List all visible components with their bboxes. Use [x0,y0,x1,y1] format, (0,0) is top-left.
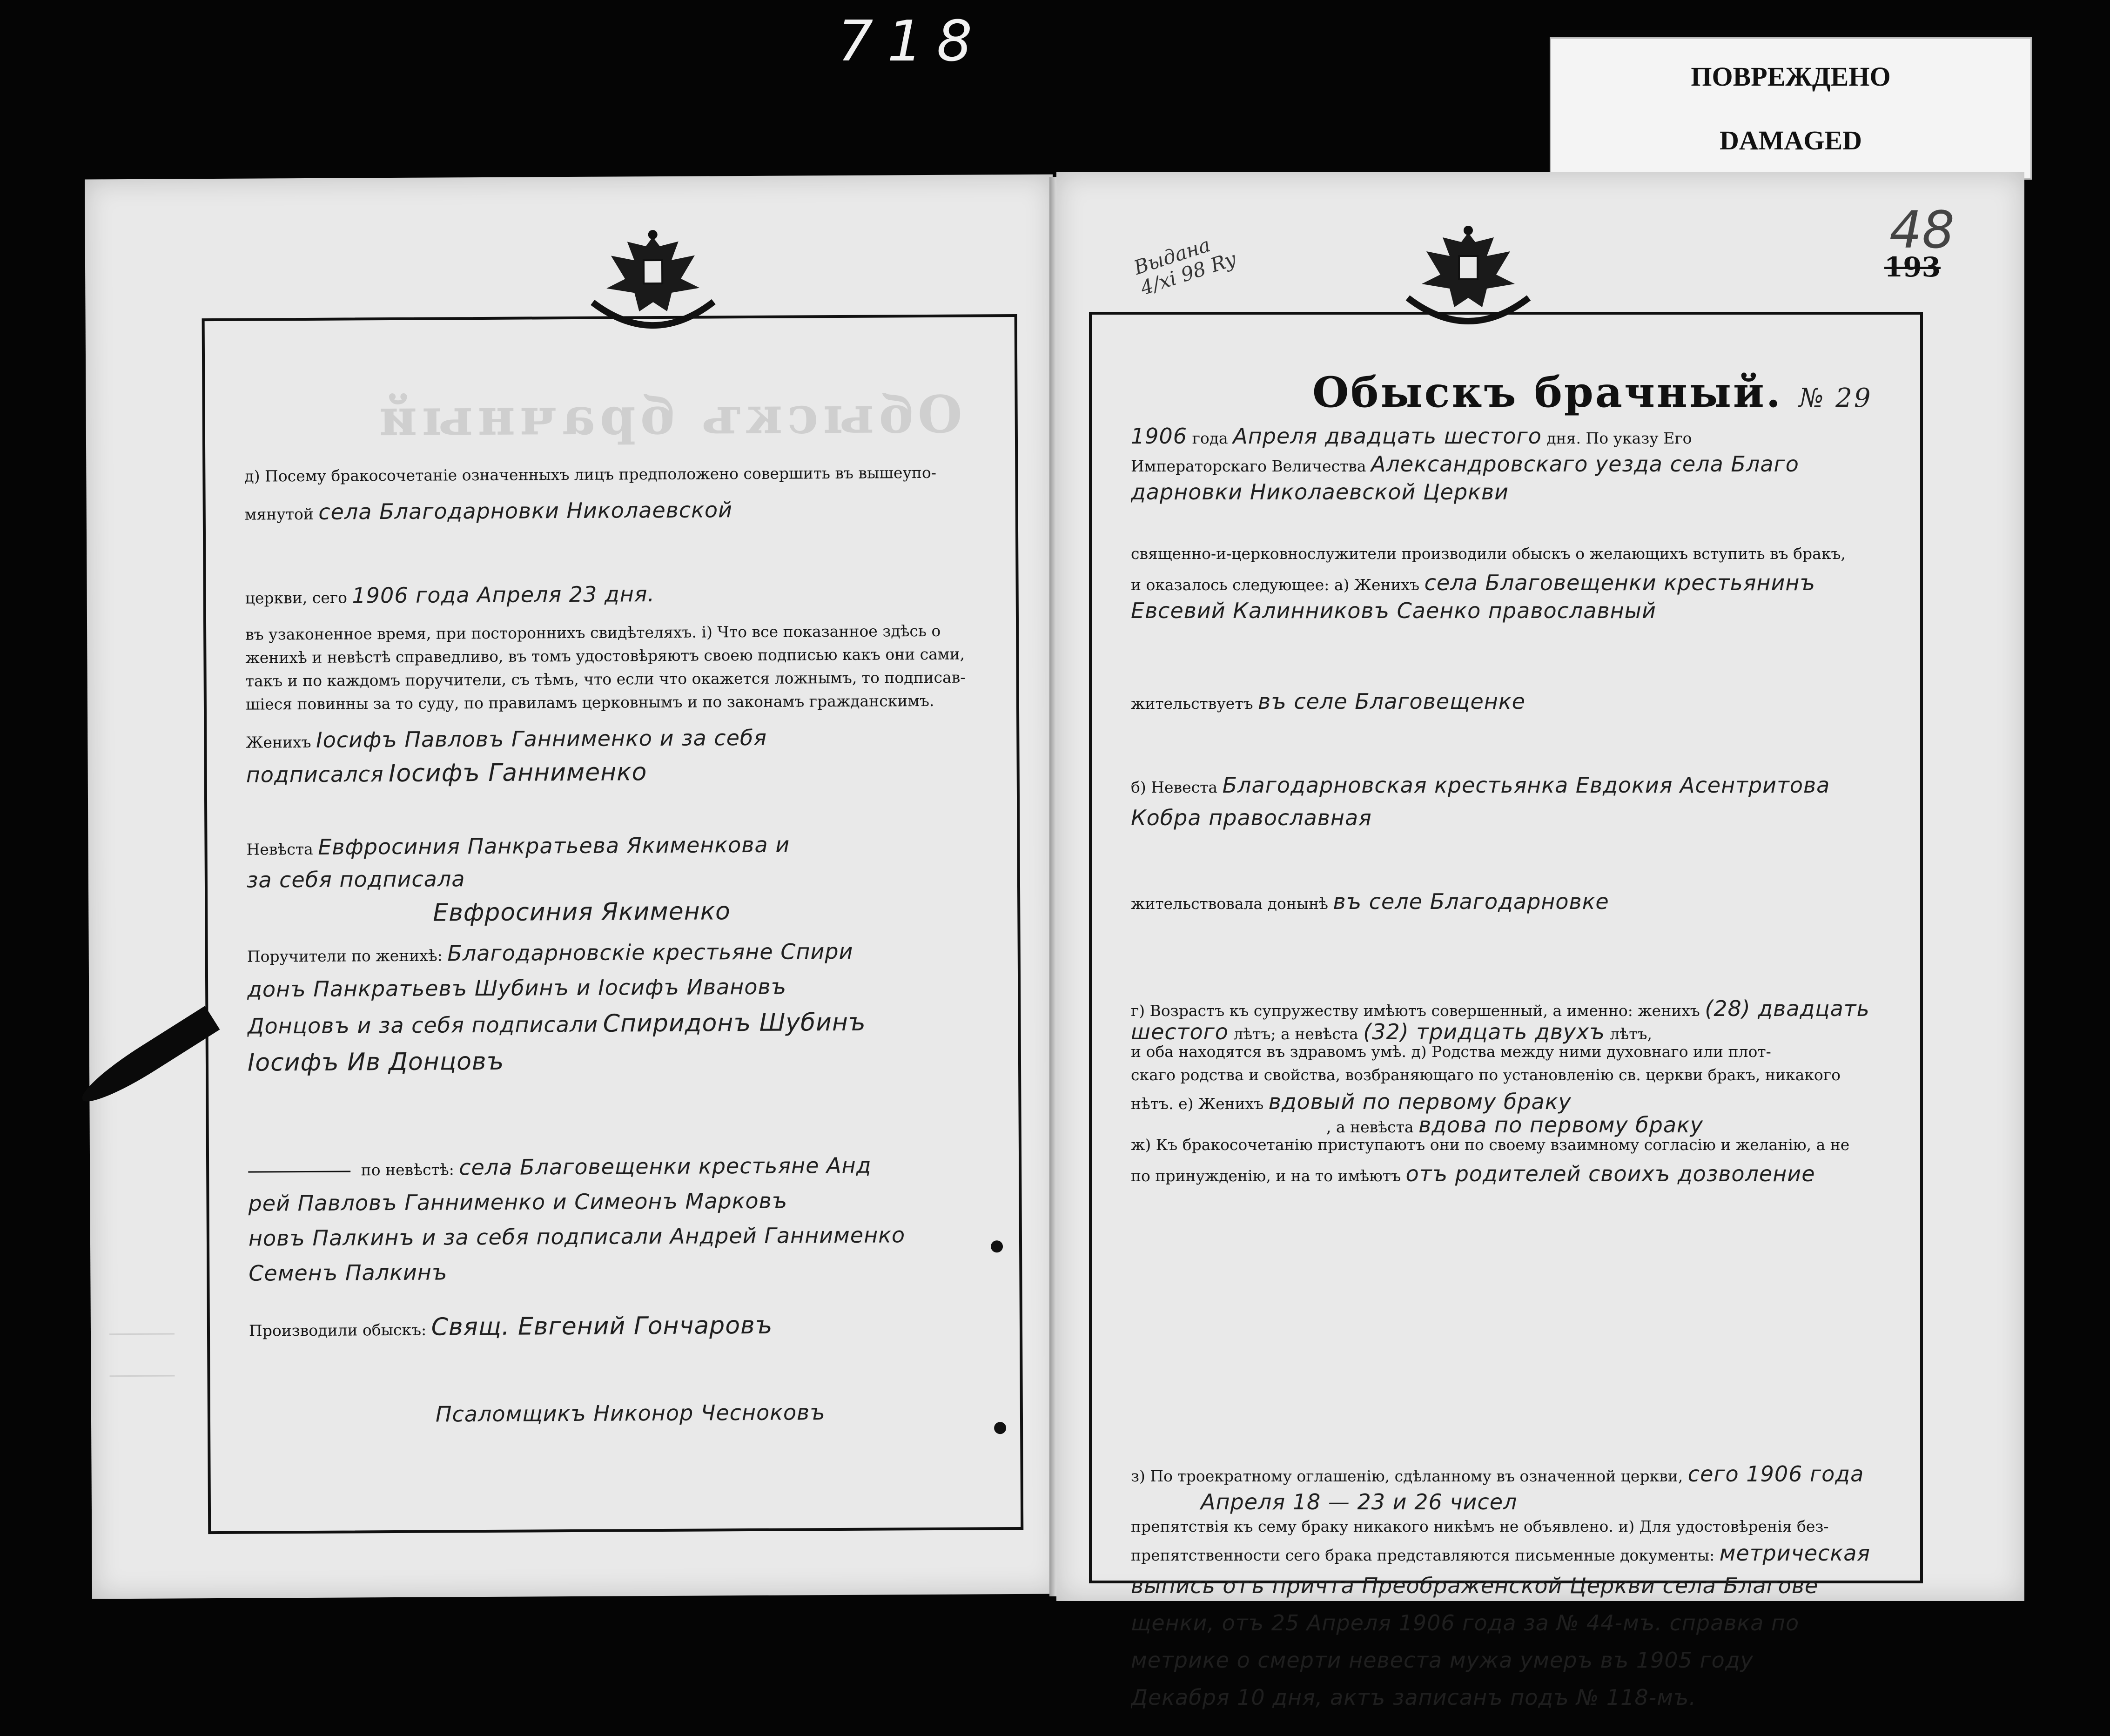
groom-line-1 [246,724,1000,753]
banns-line-2 [1131,1489,1903,1514]
banns-line-3: препятствія къ сему браку никакого никѣмъ не объявлено. и) Для удостовѣренія без- [1131,1517,1829,1535]
bride-label: Невѣста [246,840,313,859]
handwritten-text: Апреля 18 — 23 и 26 чисел [1201,1489,1518,1514]
damaged-label-ru: ПОВРЕЖДЕНО [1691,61,1891,92]
handwritten-text: Семенъ Палкинъ [249,1259,448,1286]
oath-line-3: такъ и по каждомъ поручители, съ тѣмъ, что если что окажется ложнымъ, то подписав- [245,668,966,690]
bride-line-2 [1131,805,1903,830]
intro-line-3 [1131,479,1903,505]
handwritten-text: вдовый по первому браку [1268,1089,1572,1114]
handwritten-text: подписался [246,761,384,787]
handwritten-text: выпись отъ причта Преображенской Церкви села Благове [1131,1573,1819,1598]
surety-signature: Спиридонъ Шубинъ [603,1008,866,1038]
groom-label: Женихъ [246,733,311,752]
oath-line-1: въ узаконенное время, при постороннихъ свидѣтеляхъ. і) Что все показанное здѣсь о [245,621,941,644]
printed-text: Императорскаго Величества [1131,457,1366,475]
age-line-2 [1131,1019,1903,1044]
damaged-label [1550,37,2032,180]
clergy-line-2 [1131,570,1903,595]
priest-signature: Свящ. Евгений Гончаровъ [431,1311,773,1341]
church-date-line [245,579,999,608]
handwritten-page-number: 48 [1889,200,1955,260]
handwritten-text: въ селе Благовещенке [1258,689,1525,714]
printed-text: з) По троекратному оглашенію, сдѣланному въ означенной церкви, [1131,1467,1683,1485]
printed-text: г) Возрастъ къ супружеству имѣютъ совершенный, а именно: женихъ [1131,1002,1700,1020]
title-text: Обыскъ брачный. [1312,368,1783,417]
handwritten-text: Евфросиния Панкратьева Якименкова и [318,832,790,860]
bride-residence-line [1131,889,1903,914]
handwritten-text: Донцовъ и за себя подписали [247,1011,598,1039]
groom-sureties-line-2 [247,973,1001,1002]
printed-text: лѣтъ, [1610,1025,1652,1043]
investigators-label: Производили обыскъ: [249,1320,427,1340]
surety-signature: Іосифъ Ив Донцовъ [247,1047,504,1077]
handwritten-year: 1906 [1131,424,1188,449]
psalmist-line [249,1399,1003,1427]
bride-signature: Евфросиния Якименко [433,897,731,927]
handwritten-text: дарновки Николаевской Церкви [1131,479,1509,505]
consent-line-1: ж) Къ бракосочетанію приступаютъ они по своему взаимному согласію и желанію, а не [1131,1136,1850,1154]
handwritten-text: Благодарновская крестьянка Евдокия Асентритова [1222,773,1830,798]
printed-text: года [1192,429,1228,447]
oath-line-4: шіеся повинны за то суду, по правиламъ церковнымъ и по законамъ гражданскимъ. [245,691,934,713]
intro-line-2 [1131,451,1903,477]
groom-sureties-label: Поручители по женихѣ: [247,946,443,966]
handwritten-text: за себя подписала [246,866,465,893]
age-line-4: скаго родства и свойства, возбраняющаго по установленію св. церкви бракъ, никакого [1131,1066,1841,1084]
underline-rule [248,1171,350,1172]
handwritten-text: села Благодарновки Николаевской [318,497,733,525]
printed-text: дня. По указу Его [1546,429,1692,447]
handwritten-text: въ селе Благодарновке [1333,889,1609,914]
binding-clip [75,1006,220,1111]
bride-sureties-line-4 [249,1257,1002,1285]
printed-text: нѣтъ. е) Женихъ [1131,1095,1264,1113]
printed-text: жительствовала донынѣ [1131,895,1328,913]
age-line-1 [1131,996,1903,1021]
frame-number: 718 [838,9,987,74]
bride-sureties-line-1 [248,1152,1002,1181]
investigators-line [249,1310,1003,1342]
docs-line-2 [1131,1573,1903,1598]
docs-line-5 [1131,1685,1903,1710]
printed-page-number: 193 [1884,251,1941,283]
groom-sureties-line-1 [247,938,1001,967]
page-number [1884,200,1955,283]
bleed-through-title: Обыскъ брачный [374,384,963,448]
handwritten-text: сего 1906 года [1687,1461,1864,1487]
bride-sureties-line-2 [248,1187,1002,1216]
handwritten-text: (28) двадцать [1705,996,1870,1021]
bride-line-1 [1131,773,1903,798]
handwritten-text: донъ Панкратьевъ Шубинъ и Іосифъ Ивановъ [247,974,787,1002]
handwritten-text: щенки, отъ 25 Апреля 1906 года за № 44-мъ. справка по [1131,1610,1800,1635]
banns-line-4 [1131,1541,1903,1566]
printed-text: и оказалось следующее: а) Женихъ [1131,576,1420,594]
margin-mark [109,1375,175,1377]
handwritten-text: отъ родителей своихъ дозволение [1405,1161,1815,1186]
document-title [1312,368,1873,417]
bride-marriage-line [1131,1112,1903,1137]
margin-mark [109,1333,175,1335]
groom-sureties-line-3 [247,1008,1001,1039]
issued-note: Выдана 4/xi 98 Ry [1131,233,1239,300]
handwritten-text: Декабря 10 дня, актъ записанъ подъ № 118-мъ. [1131,1685,1697,1710]
marriage-place-line-1: д) Посему бракосочетаніе означенныхъ лицъ предположено совершить въ вышеупо- [244,463,937,485]
printed-text: по принужденію, и на то имѣютъ [1131,1167,1401,1185]
handwritten-text: Благодарновскiе крестьяне Спири [447,938,853,966]
handwritten-text: новъ Палкинъ и за себя подписали Андрей Ганнименко [248,1222,906,1251]
bride-line-3 [247,896,1001,928]
groom-sureties-line-4 [248,1045,1001,1077]
bride-line-1 [246,831,1000,860]
handwritten-text: (32) тридцать двухъ [1363,1019,1605,1044]
docs-line-4 [1131,1648,1903,1673]
record-number: № 29 [1799,383,1873,413]
clergy-line-1: священно-и-церковнослужители производили обыскъ о желающихъ вступить въ бракъ, [1131,545,1846,563]
handwritten-text: села Благовещенки крестьянинъ [1424,570,1816,595]
groom-residence-line [1131,689,1903,714]
left-page [85,175,1060,1599]
handwritten-text: Александровскаго уезда села Благо [1371,451,1799,477]
handwritten-text: Кобра православная [1131,805,1372,830]
age-line-3: и оба находятся въ здравомъ умѣ. д) Родства между ними духовнаго или плот- [1131,1043,1771,1061]
groom-name-line [1131,598,1903,623]
damaged-label-en: DAMAGED [1719,125,1862,155]
handwritten-text: метрическая [1719,1541,1871,1566]
oath-line-2: женихѣ и невѣстѣ справедливо, въ томъ удостовѣряютъ своею подписью какъ они сами, [245,645,965,667]
printed-text: б) Невеста [1131,778,1218,796]
banns-line-1 [1131,1461,1903,1487]
printed-text: жительствуетъ [1131,694,1253,713]
handwritten-text: метрике о смерти невеста мужа умеръ въ 1905 году [1131,1648,1754,1673]
printed-text: , а невѣста [1326,1118,1414,1136]
groom-line-2 [246,756,1000,788]
handwritten-text: 1906 года Апреля 23 дня. [352,581,655,608]
groom-signature: Іосифъ Ганнименко [388,758,647,788]
handwritten-date: Апреля двадцать шестого [1233,424,1542,449]
marriage-place-line-2 [245,496,999,525]
handwritten-text: шестого [1131,1019,1229,1044]
handwritten-text: села Благовещенки крестьяне Анд [459,1152,872,1180]
printed-text: препятственности сего брака представляются письменные документы: [1131,1546,1715,1564]
printed-text: церкви, сего [245,588,348,607]
handwritten-text: вдова по первому браку [1418,1112,1704,1137]
psalmist-signature: Псаломщикъ Никонор Чесноковъ [435,1400,826,1427]
handwritten-text: Евсевий Калинниковъ Саенко православный [1131,598,1656,623]
consent-line-2 [1131,1161,1903,1186]
age-line-5 [1131,1089,1903,1114]
handwritten-text: Іосифъ Павловъ Ганнименко и за себя [316,725,767,753]
docs-line-3 [1131,1610,1903,1635]
printed-text: мянутой [244,505,314,524]
handwritten-text: рей Павловъ Ганнименко и Симеонъ Марковъ [248,1188,788,1216]
bride-sureties-line-3 [249,1222,1002,1251]
right-page [1056,172,2024,1710]
bride-sureties-label: по невѣстѣ: [361,1160,454,1179]
printed-text: лѣтъ; а невѣста [1233,1025,1358,1043]
bride-line-2 [247,863,1001,892]
intro-line-1 [1131,424,1903,449]
